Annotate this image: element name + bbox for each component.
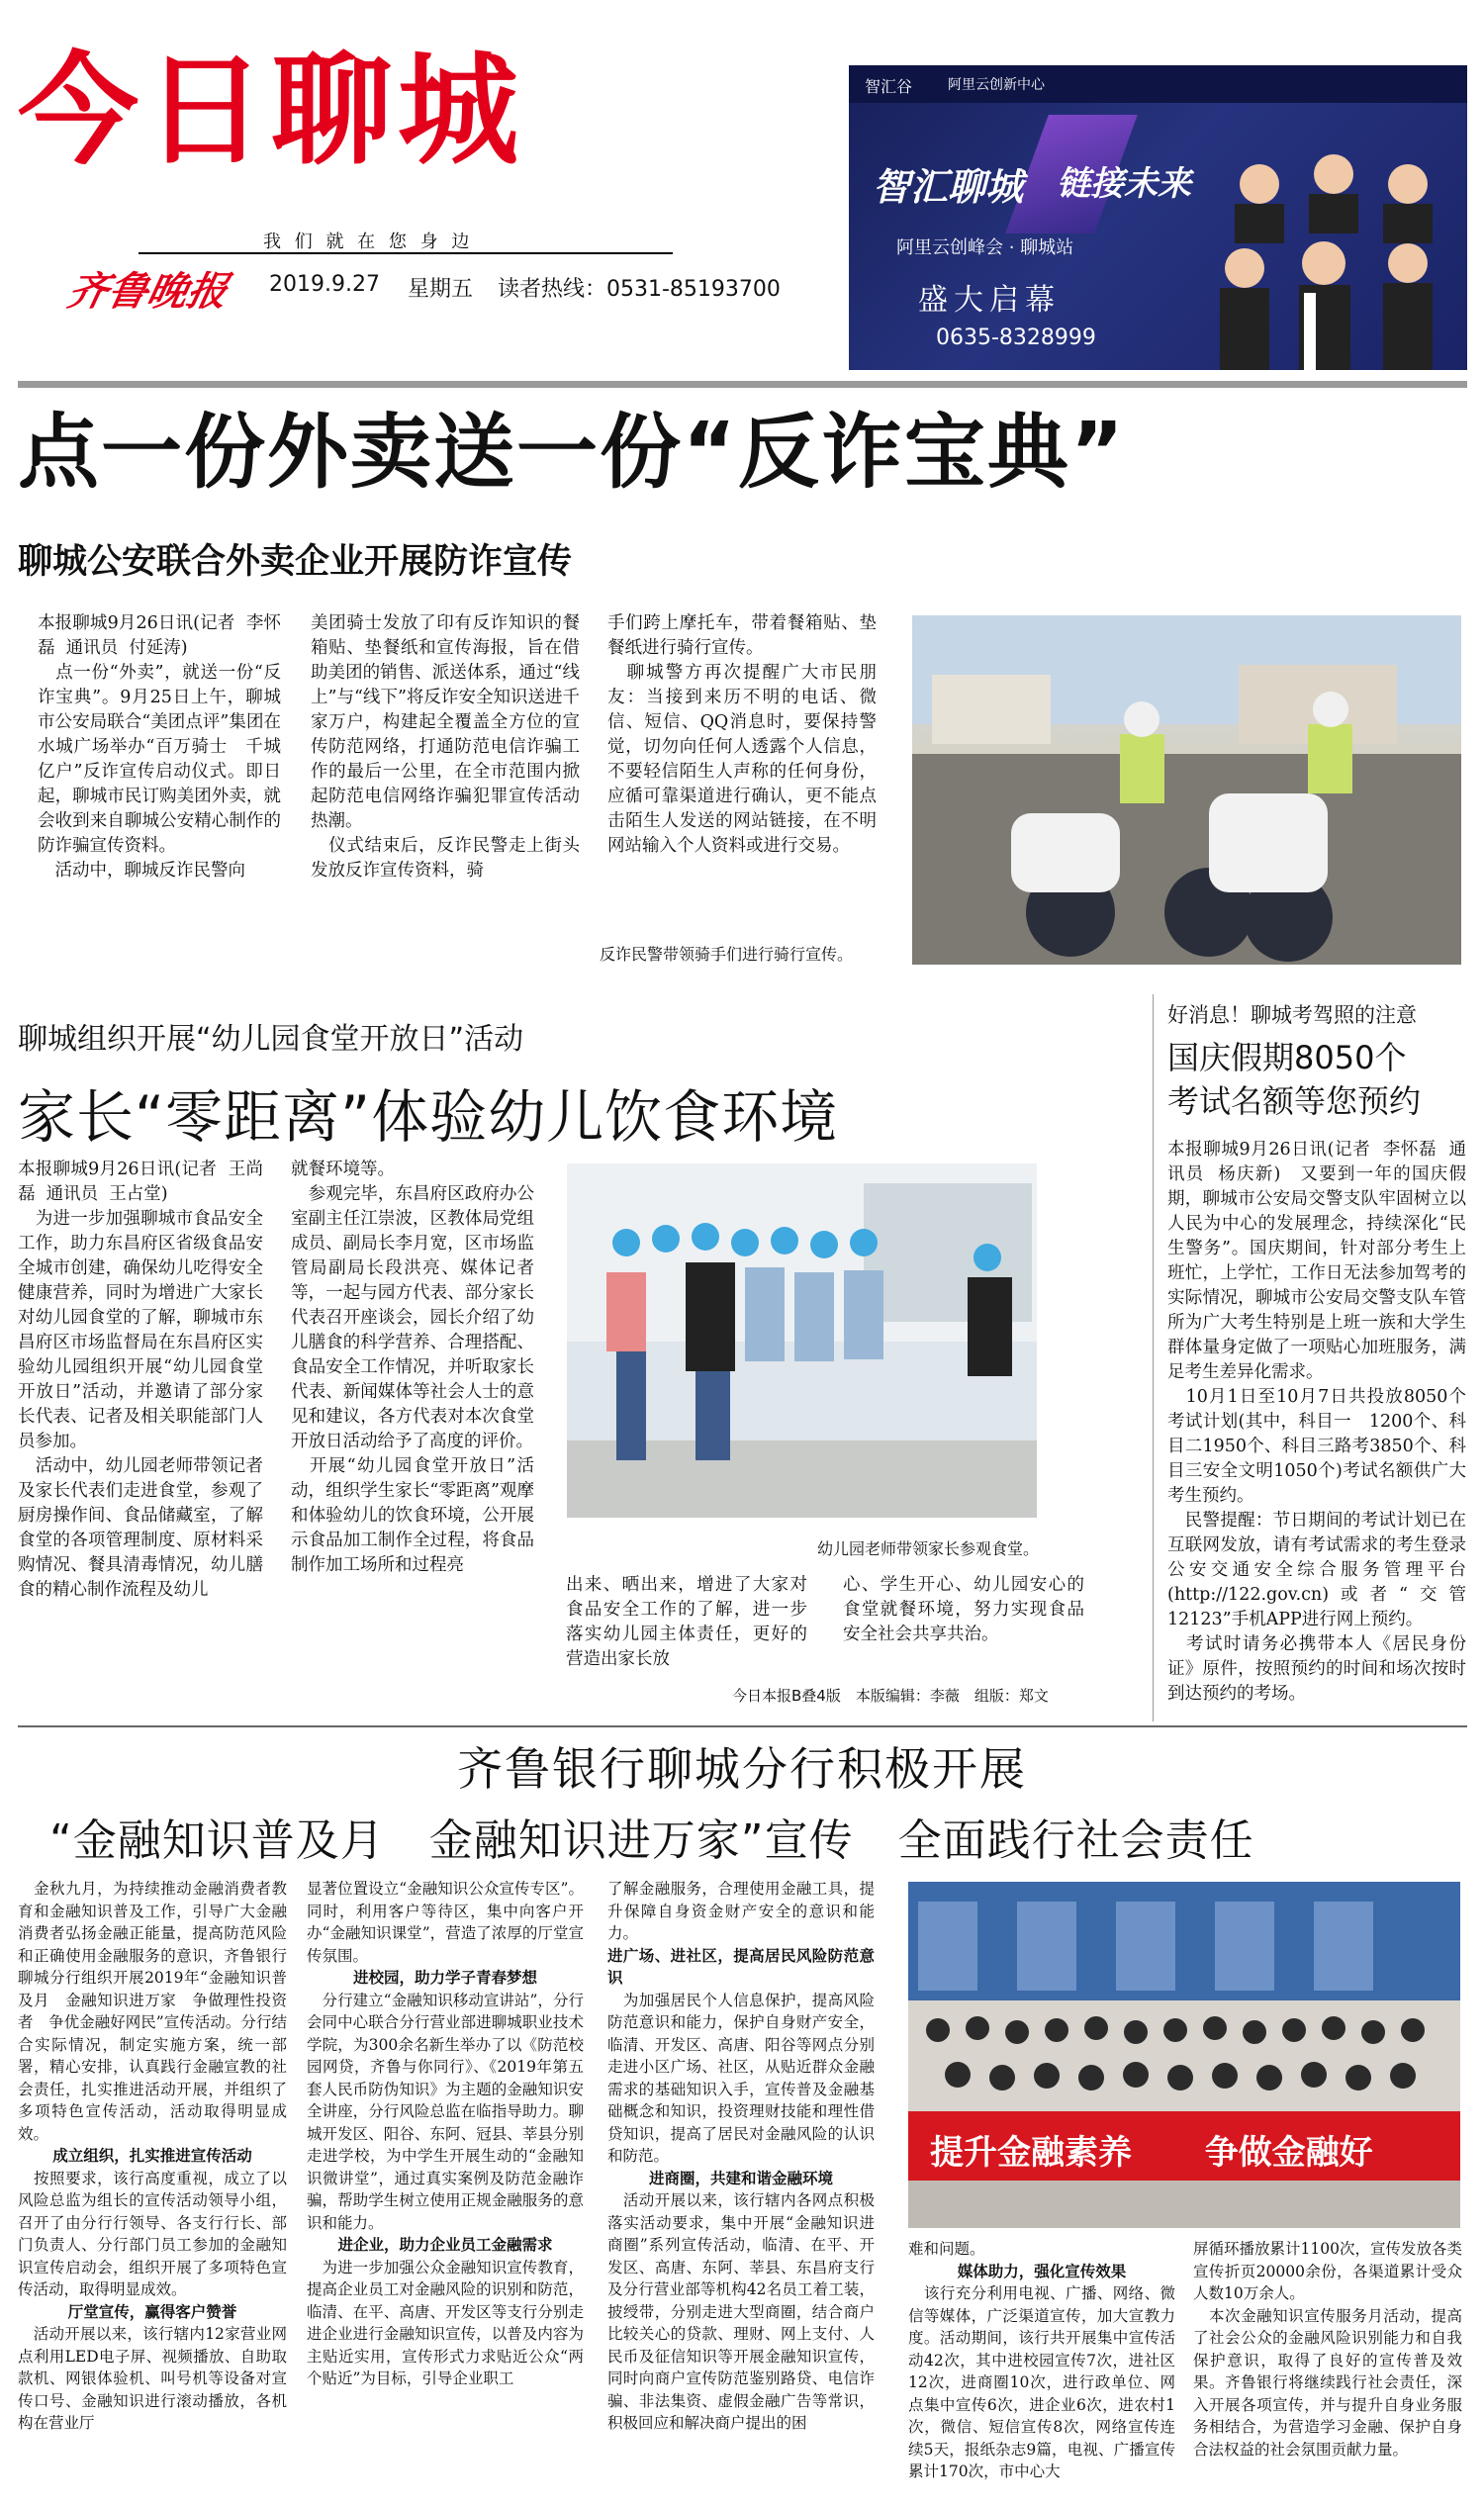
- story2-column-4: 心、学生开心、幼儿园安心的食堂就餐环境，努力实现食品安全社会共享共治。: [843, 1575, 1084, 1644]
- story2-photo-caption: 幼儿园老师带领家长参观食堂。: [817, 1539, 1040, 1558]
- page-editor-credit: 今日本报B叠4版 本版编辑：李薇 组版：郑文: [732, 1687, 1049, 1705]
- story1-photo-caption: 反诈民警带领骑手们进行骑行宣传。: [594, 942, 859, 965]
- masthead-slogan: 我 们 就 在 您 身 边: [263, 232, 474, 252]
- story4-column-2: [307, 1878, 584, 2491]
- ad-speakers-photo: [1205, 144, 1462, 370]
- story1-column-2: 美团骑士发放了印有反诈知识的餐箱贴、垫餐纸和宣传海报，旨在借助美团的销售、派送体系，通过“线上”与“线下”将反诈安全知识送进千家万户，构建起全覆盖全方位的宣传防范网络，打通防范电信诈骗工作的最后一公里，在全市范围内掀起防范电信网络诈骗犯罪宣传活动热潮。 仪式结束后，反诈民警走上街头发放反诈宣传资料，骑: [311, 613, 580, 881]
- masthead-title: 今日聊城: [18, 41, 524, 181]
- ad-headline-2: 链接未来: [1057, 164, 1191, 204]
- section-divider: [18, 1725, 1467, 1727]
- story4-headline: “金融知识普及月 金融知识进万家”宣传 全面践行社会责任: [49, 1815, 1254, 1866]
- ad-banner[interactable]: [849, 65, 1467, 370]
- story4-photo-banner: [908, 2111, 1460, 2181]
- story2-column-3: 出来、晒出来，增进了大家对食品安全工作的了解，进一步落实幼儿园主体责任，更好的营造出家长放: [566, 1575, 807, 1669]
- story4-col4-text: 难和问题。: [908, 2240, 985, 2258]
- ad-tag: 盛大启幕: [918, 283, 1061, 318]
- story4-col4-text-b: 该行充分利用电视、广播、网络、微信等媒体，广泛渠道宣传，加大宣教力度。活动期间，该行共开展集中宣传活动42次，其中进校园宣传7次，进社区12次，进商圈10次，进行政单位、网点集中宣传6次，进企业6次，进农村1次，微信、短信宣传8次，网络宣传连续5天，报纸杂志9篇，电视、广播宣传累计170次，市中心大: [908, 2284, 1175, 2480]
- story4-kicker: 齐鲁银行聊城分行积极开展: [457, 1742, 1027, 1796]
- story1-column-3: 手们跨上摩托车，带着餐箱贴、垫餐纸进行骑行宣传。 聊城警方再次提醒广大市民朋友：当接到来历不明的电话、微信、短信、QQ消息时，要保持警觉，切勿向任何人透露个人信息，不要轻信陌生人声称的任何身份，应循可靠渠道进行确认，更不能点击陌生人发送的网站链接，在不明网站输入个人资料或进行交易。: [607, 613, 877, 856]
- story4-col1-text-d: 活动开展以来，该行辖内12家营业网点利用LED电子屏、视频播放、自助取款机、网银体验机、叫号机等设备对宣传口号、金融知识进行滚动播放，各机构在营业厅: [18, 2325, 287, 2432]
- masthead-divider: [18, 381, 1467, 388]
- reader-hotline: 读者热线：0531-85193700: [498, 277, 781, 302]
- story1-headline: 点一份外卖送一份“反诈宝典”: [18, 406, 1126, 500]
- story1-subhead: 聊城公安联合外卖企业开展防诈宣传: [18, 542, 573, 582]
- story4-banner-text-1: 提升金融素养: [930, 2133, 1132, 2173]
- story4-col2-text: 显著位置设立“金融知识公众宣传专区”。同时，利用客户等待区，集中向客户开办“金融知识课堂”，营造了浓厚的厅堂宣传氛围。: [307, 1880, 584, 1965]
- story2-headline: 家长“零距离”体验幼儿饮食环境: [18, 1083, 839, 1151]
- ad-subtitle: 阿里云创峰会 · 聊城站: [896, 237, 1074, 258]
- story4-banner-text-2: 争做金融好: [1204, 2133, 1373, 2173]
- story4-col3-text-b: 为加强居民个人信息保护，提高风险防范意识和能力，保护自身财产安全，临清、开发区、高唐、阳谷等网点分别走进小区广场、社区，从贴近群众金融需求的基础知识入手，宣传普及金融基础概念和知识，投资理财技能和理性借贷知识，提高了居民对金融风险的认识和防范。: [607, 1991, 875, 2165]
- story4-col5-text: 屏循环播放累计1100次，宣传发放各类宣传折页20000余份，各渠道累计受众人数10万余人。 本次金融知识宣传服务月活动，提高了社会公众的金融风险识别能力和自我保护意识，取得了良好的宣传普及效果。齐鲁银行将继续践行社会责任，深入开展各项宣传，并与提升自身业务服务相结合，为营造学习金融、保护自身合法权益的社会氛围贡献力量。: [1193, 2240, 1462, 2459]
- story4-photo-audience: [908, 1882, 1460, 2228]
- issue-date: 2019.9.27: [269, 272, 380, 297]
- story1-photo-police-motorcycles: [912, 615, 1461, 965]
- story3-left-rule: [1153, 994, 1154, 1721]
- story4-column-1: [18, 1878, 287, 2491]
- story2-column-1: 本报聊城9月26日讯(记者 王尚磊 通讯员 王占堂) 为进一步加强聊城市食品安全工作，助力东昌府区省级食品安全城市创建，确保幼儿吃得安全健康营养，同时为增进广大家长对幼儿园食堂的了解，聊城市东昌府区市场监督局在东昌府区实验幼儿园组织开展“幼儿园食堂开放日”活动，并邀请了部分家长代表、记者及相关职能部门人员参加。 活动中，幼儿园老师带领记者及家长代表们走进食堂，参观了厨房操作间、食品储藏室，了解食堂的各项管理制度、原材料采购情况、餐具清毒情况，幼儿膳食的精心制作流程及幼儿: [18, 1160, 263, 1600]
- story4-col3-text: 了解金融服务，合理使用金融工具，提升保障自身资金财产安全的意识和能力。: [607, 1880, 875, 1942]
- story2-kicker: 聊城组织开展“幼儿园食堂开放日”活动: [18, 1022, 524, 1057]
- paper-logo: 齐鲁晚报: [63, 268, 232, 315]
- ad-brand-1: 智汇谷: [865, 77, 913, 96]
- story4-subhead-community: 进广场、进社区，提高居民风险防范意识: [607, 1946, 875, 1987]
- story4-col1-text: 金秋九月，为持续推动金融消费者教育和金融知识普及工作，引导广大金融消费者弘扬金融正能量，提高防范风险和正确使用金融服务的意识，齐鲁银行聊城分行组织开展2019年“金融知识普及月 金融知识进万家 争做理性投资者 争优金融好网民”宣传活动。分行结合实际情况，制定实施方案，统一部署，精心安排，认真践行金融宣教的社会责任，扎实推进活动开展，并组织了多项特色宣传活动，活动取得明显成效。: [18, 1880, 287, 2143]
- ad-brand-2: 阿里云创新中心: [948, 77, 1045, 93]
- story4-col2-text-b: 分行建立“金融知识移动宣讲站”，分行会同中心联合分行营业部进聊城职业技术学院，为300余名新生举办了以《防范校园网贷，齐鲁与你同行》、《2019年第五套人民币防伪知识》为主题的金融知识安全讲座，分行风险总监在临指导助力。聊城开发区、阳谷、东阿、冠县、莘县分别走进学校，为中学生开展生动的“金融知识微讲堂”，通过真实案例及防范金融诈骗，帮助学生树立使用正规金融服务的意识和能力。: [307, 1991, 584, 2232]
- story3-headline-line2: 考试名额等您预约: [1167, 1082, 1422, 1120]
- ad-topbar: [849, 65, 1467, 103]
- story4-column-5: [1193, 2238, 1462, 2495]
- story3-headline-line1: 国庆假期8050个: [1167, 1039, 1407, 1076]
- story4-subhead-media: 媒体助力，强化宣传效果: [957, 2262, 1127, 2280]
- story4-subhead-lobby: 厅堂宣传，赢得客户赞誉: [67, 2302, 237, 2321]
- story4-subhead-campus: 进校园，助力学子青春梦想: [352, 1969, 537, 1987]
- story4-subhead-enterprise: 进企业，助力企业员工金融需求: [337, 2236, 553, 2254]
- ad-headline-1: 智汇聊城: [873, 165, 1024, 209]
- story4-column-4: [908, 2238, 1175, 2495]
- issue-weekday: 星期五: [408, 277, 474, 302]
- story3-text: 本报聊城9月26日讯(记者 李怀磊 通讯员 杨庆新) 又要到一年的国庆假期，聊城市公安局交警支队牢固树立以人民为中心的发展理念，持续深化“民生警务”。国庆期间，针对部分考生上班忙，上学忙，工作日无法参加驾考的实际情况，聊城市公安局交警支队车管所为广大考生特别是上班一族和大学生群体量身定做了一项贴心加班服务，满足考生差异化需求。 10月1日至10月7日共投放8050个考试计划(其中，科目一 1200个、科目二1950个、科目三路考3850个、科目三安全文明1050个)考试名额供广大考生预约。 民警提醒：节日期间的考试计划已在互联网发放，请有考试需求的考生登录公安交通安全综合服务管理平台(http://122.gov.cn)或者“交管12123”手机APP进行网上预约。 考试时请务必携带本人《居民身份证》原件，按照预约的时间和场次按时到达预约的考场。: [1167, 1140, 1466, 1704]
- story4-subhead-commerce: 进商圈，共建和谐金融环境: [648, 2169, 833, 2187]
- story2-column-2: 就餐环境等。 参观完毕，东昌府区政府办公室副主任江崇波，区教体局党组成员、副局长李月宽，区市场监管局副局长段洪亮、媒体记者等，一起与园方代表、部分家长代表召开座谈会，园长介绍了幼儿膳食的科学营养、合理搭配、食品安全工作情况，并听取家长代表、新闻媒体等社会人士的意见和建议，各方代表对本次食堂开放日活动给予了高度的评价。 开展“幼儿园食堂开放日”活动，组织学生家长“零距离”观摩和体验幼儿的饮食环境，公开展示食品加工制作全过程，将食品制作加工场所和过程亮: [291, 1160, 534, 1575]
- story4-col1-text-b: 按照要求，该行高度重视，成立了以风险总监为组长的宣传活动领导小组，召开了由分行行领导、各支行行长、部门负责人、分行部门员工参加的金融知识宣传启动会，组织开展了多项特色宣传活动，取得明显成效。: [18, 2169, 287, 2298]
- story4-col2-text-d: 为进一步加强公众金融知识宣传教育，提高企业员工对金融风险的识别和防范，临清、在平、高唐、开发区等支行分别走进企业进行金融知识宣传，以普及内容为主贴近实用，宣传形式力求贴近公众“两个贴近”为目标，引导企业职工: [307, 2258, 584, 2387]
- story2-photo-canteen-visit: [567, 1163, 1037, 1518]
- story3-kicker: 好消息！聊城考驾照的注意: [1167, 1003, 1417, 1027]
- story4-subhead-organize: 成立组织，扎实推进宣传活动: [52, 2147, 252, 2165]
- ad-phone: 0635-8328999: [936, 325, 1096, 350]
- story4-column-3: [607, 1878, 875, 2491]
- story1-column-1: 本报聊城9月26日讯(记者 李怀磊 通讯员 付延涛) 点一份“外卖”，就送一份“反诈宝典”。9月25日上午，聊城市公安局联合“美团点评”集团在水城广场举办“百万骑士 千城亿户”反诈宣传启动仪式。即日起，聊城市民订购美团外卖，就会收到来自聊城公安精心制作的防诈骗宣传资料。 活动中，聊城反诈民警向: [38, 613, 281, 881]
- story4-col3-text-d: 活动开展以来，该行辖内各网点积极落实活动要求，集中开展“金融知识进商圈”系列宣传活动，临清、在平、开发区、高唐、东阿、莘县、东昌府支行及分行营业部等机构42名员工着工装，披绶带，分别走进大型商圈，结合商户比较关心的贷款、理财、网上支付、人民币及征信知识等开展金融知识宣传，同时向商户宣传防范鉴别路贷、电信诈骗、非法集资、虚假金融广告等常识，积极回应和解决商户提出的困: [607, 2191, 875, 2432]
